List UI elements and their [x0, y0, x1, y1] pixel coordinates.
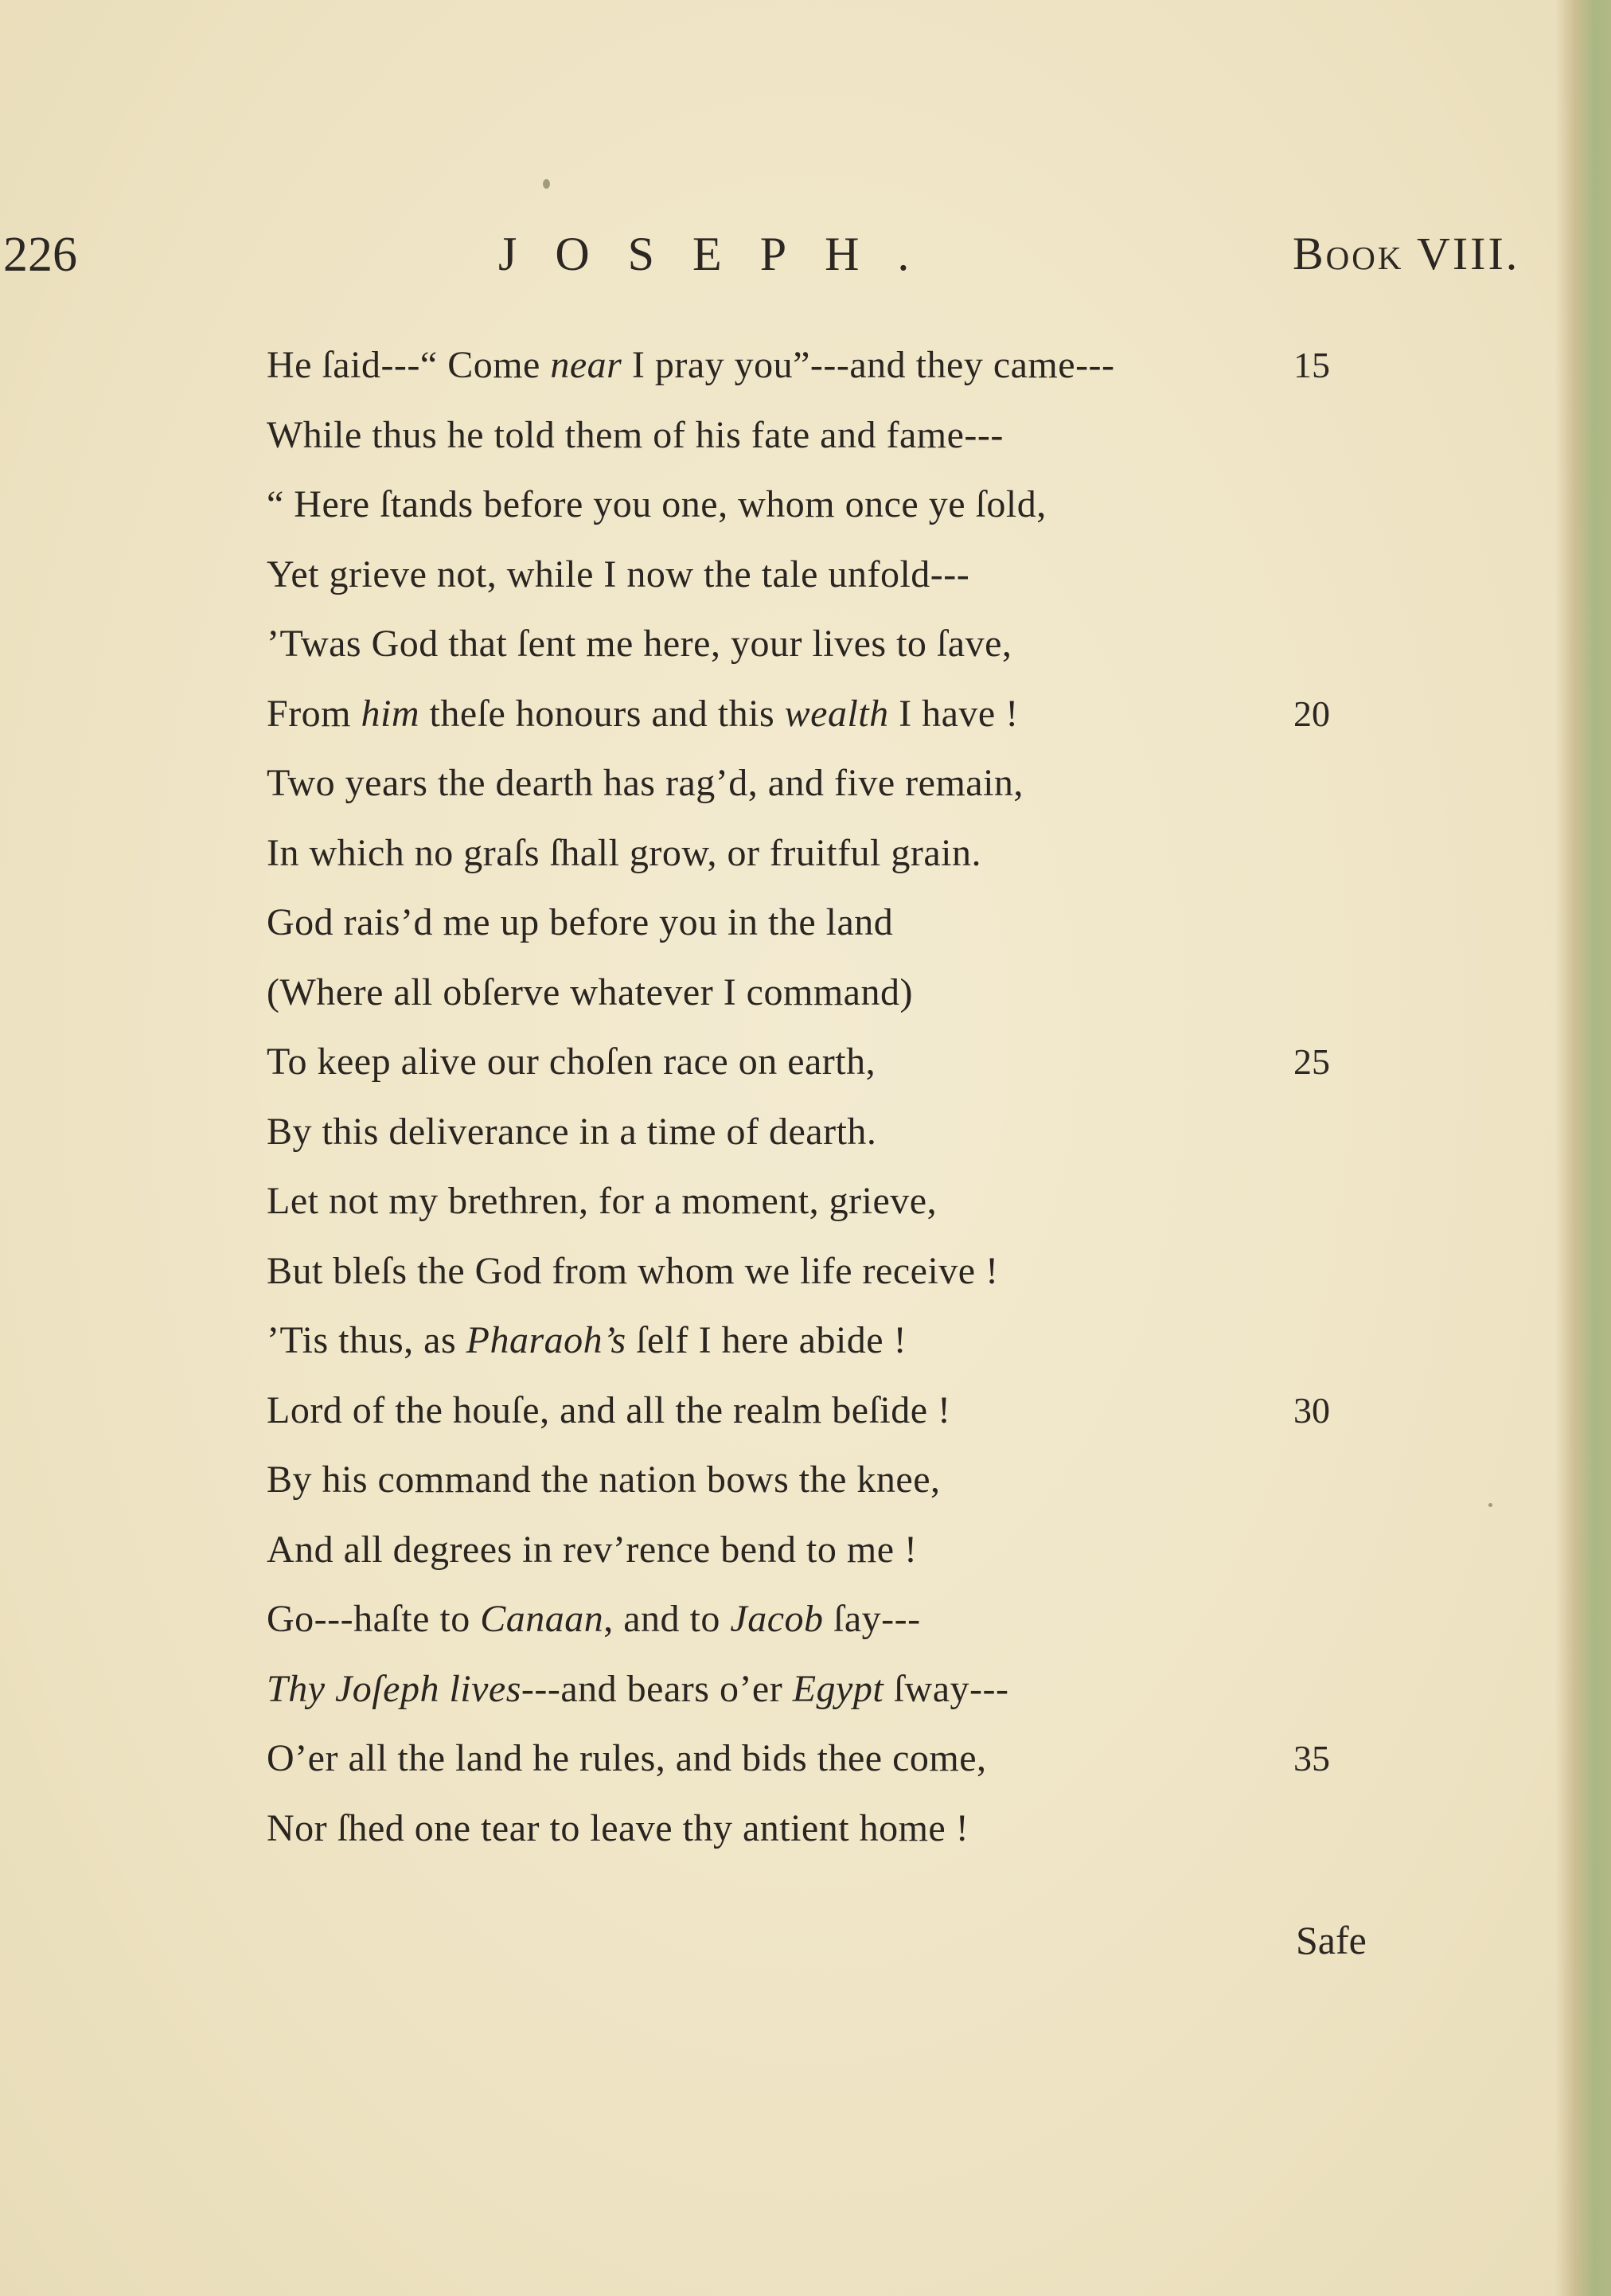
line-number: 30	[1293, 1389, 1330, 1431]
poem-line-text	[267, 1529, 918, 1571]
poem-line-text	[267, 1737, 987, 1779]
poem-line	[267, 1376, 1381, 1446]
line-number: 15	[1293, 345, 1330, 385]
poem-line	[267, 748, 1381, 818]
poem-line	[267, 888, 1381, 958]
line-number: 35	[1293, 1738, 1330, 1779]
text-segment: theſe honours and this	[419, 692, 785, 735]
poem-line	[267, 540, 1381, 610]
poem-line	[267, 1236, 1381, 1306]
poem-line-text	[267, 1111, 876, 1153]
poem-line-text	[267, 1668, 1008, 1710]
poem-line	[267, 818, 1381, 888]
poem-line	[267, 1166, 1381, 1236]
poem-line	[267, 679, 1381, 749]
running-title: JOSEPH.	[498, 228, 948, 280]
text-segment: Go---haſte to	[267, 1598, 481, 1640]
poem-line-text	[267, 483, 1047, 525]
text-segment: ſay---	[823, 1598, 921, 1640]
poem-line-text	[267, 693, 1019, 735]
italic-segment: Egypt	[792, 1667, 884, 1710]
poem-line	[267, 1724, 1381, 1794]
text-segment: God rais’d me up before you in the land	[267, 901, 894, 943]
page-gutter-edge	[1555, 0, 1611, 2296]
poem-line	[267, 1654, 1381, 1724]
poem-line-text	[267, 832, 981, 874]
poem-line	[267, 1306, 1381, 1376]
book-label-text: Book VIII.	[1293, 228, 1520, 279]
poem-line-text	[267, 1598, 921, 1640]
poem-line-text	[267, 971, 913, 1013]
text-segment: ---and bears o’er	[521, 1667, 793, 1710]
italic-segment: Pharaoh’s	[466, 1319, 626, 1361]
text-segment: In which no graſs ſhall grow, or fruitful grain.	[267, 831, 982, 874]
poem-line	[267, 609, 1381, 679]
italic-segment: him	[361, 692, 420, 735]
text-segment: ſelf I here abide !	[626, 1319, 907, 1361]
text-segment: Lord of the houſe, and all the realm beſide !	[267, 1388, 951, 1431]
page-header	[0, 227, 1611, 299]
italic-segment: Thy Joſeph lives	[267, 1667, 521, 1710]
poem-line	[267, 1027, 1381, 1097]
text-segment: He ſaid---“ Come	[267, 344, 551, 386]
italic-segment: near	[550, 344, 622, 386]
text-segment: From	[267, 692, 361, 735]
poem-line-text	[267, 1319, 907, 1361]
poem-line-text	[267, 553, 969, 595]
italic-segment: Jacob	[730, 1598, 824, 1640]
poem-line-text	[267, 1389, 951, 1431]
poem-line-text	[267, 1807, 969, 1849]
text-segment: (Where all obſerve whatever I command)	[267, 970, 913, 1013]
text-segment: ’Tis thus, as	[267, 1319, 466, 1361]
poem-line-text	[267, 762, 1024, 804]
poem-line	[267, 330, 1381, 400]
text-segment: While thus he told them of his fate and fame---	[267, 413, 1004, 456]
poem-line	[267, 1445, 1381, 1515]
poem-line-text	[267, 1250, 999, 1292]
text-segment: ſway---	[884, 1667, 1009, 1710]
text-segment: Yet grieve not, while I now the tale unfold---	[267, 553, 970, 595]
book-label	[1293, 227, 1519, 280]
ink-speck	[1488, 1503, 1492, 1507]
line-number: 25	[1293, 1041, 1330, 1082]
text-segment: I have !	[888, 692, 1019, 735]
poem-line	[267, 470, 1381, 540]
text-segment: By his command the nation bows the knee,	[267, 1458, 941, 1501]
poem-line	[267, 400, 1381, 471]
page-number: 226	[3, 228, 77, 282]
text-segment: “ Here ſtands before you one, whom once ye ſold,	[267, 483, 1047, 525]
ink-speck	[543, 179, 550, 189]
text-segment: I pray you”---and they came---	[622, 344, 1115, 386]
text-segment: By this deliverance in a time of dearth.	[267, 1110, 877, 1153]
poem-line	[267, 1584, 1381, 1654]
poem-line	[267, 958, 1381, 1028]
poem-line	[267, 1794, 1381, 1864]
poem-line-text	[267, 1041, 876, 1083]
text-segment: And all degrees in rev’rence bend to me !	[267, 1528, 918, 1571]
poem-line	[267, 1097, 1381, 1167]
catchword: Safe	[1296, 1918, 1367, 1962]
poem-line-text	[267, 1180, 937, 1222]
italic-segment: wealth	[784, 692, 889, 735]
italic-segment: Canaan	[480, 1598, 604, 1640]
text-segment: Nor ſhed one tear to leave thy antient home !	[267, 1806, 969, 1849]
poem-line-text	[267, 901, 893, 943]
poem-line	[267, 1515, 1381, 1585]
text-segment: To keep alive our choſen race on earth,	[267, 1041, 876, 1083]
line-number: 20	[1293, 693, 1330, 734]
poem-line-text	[267, 414, 1004, 456]
text-segment: Let not my brethren, for a moment, grieve,	[267, 1180, 938, 1222]
poem-text	[267, 330, 1381, 1863]
poem-line-text	[267, 623, 1012, 665]
text-segment: ’Twas God that ſent me here, your lives to ſave,	[267, 623, 1012, 665]
text-segment: But bleſs the God from whom we life receive !	[267, 1249, 999, 1292]
poem-line-text	[267, 1458, 941, 1501]
text-segment: Two years the dearth has rag’d, and five remain,	[267, 762, 1024, 804]
text-segment: , and to	[603, 1598, 731, 1640]
poem-line-text	[267, 344, 1115, 386]
text-segment: O’er all the land he rules, and bids thee come,	[267, 1737, 987, 1779]
